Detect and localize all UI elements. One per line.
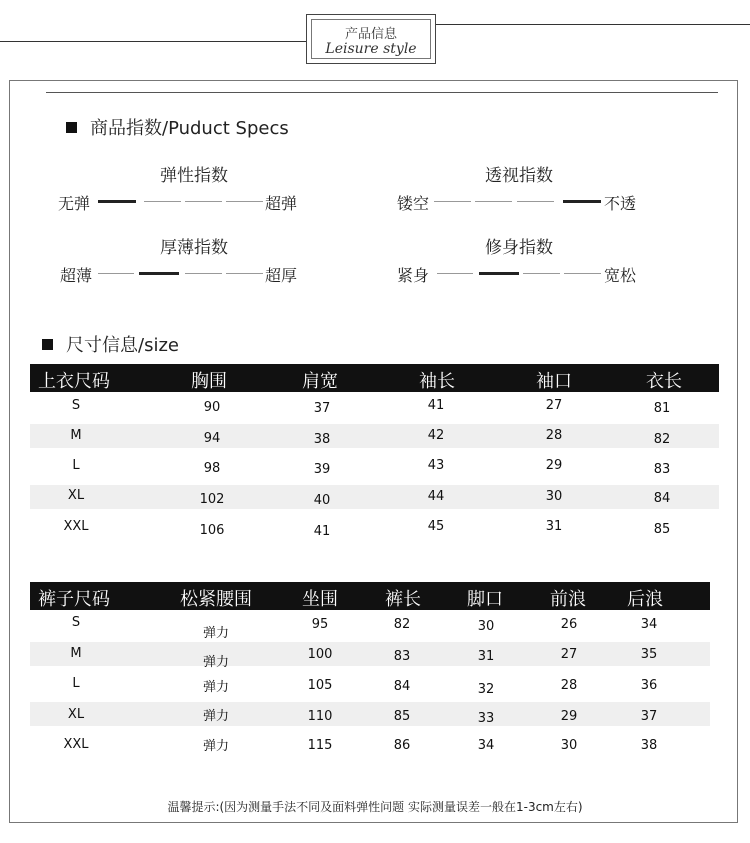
table-cell: 106 bbox=[199, 523, 225, 538]
table-cell: M bbox=[70, 428, 82, 443]
table-cell: 85 bbox=[393, 709, 411, 724]
table-cell: 35 bbox=[640, 647, 658, 662]
table-cell: S bbox=[71, 615, 81, 630]
elasticity-segment-4 bbox=[226, 201, 263, 202]
table-cell: 105 bbox=[307, 678, 333, 693]
table-cell: 84 bbox=[653, 491, 671, 506]
elasticity-left-label: 无弹 bbox=[58, 194, 91, 213]
header-title: 产品信息 bbox=[344, 27, 397, 42]
pants-col-front-rise: 前浪 bbox=[550, 589, 586, 610]
thickness-segment-3 bbox=[185, 273, 222, 274]
frame-top-rule bbox=[46, 92, 718, 93]
table-row bbox=[30, 515, 719, 539]
fit-index-label: 修身指数 bbox=[485, 238, 553, 258]
elasticity-segment-2 bbox=[144, 201, 181, 202]
table-cell: 弹力 bbox=[202, 709, 230, 724]
table-cell: 30 bbox=[477, 619, 495, 634]
table-cell: 27 bbox=[545, 398, 563, 413]
table-cell: XXL bbox=[63, 737, 89, 752]
header-badge bbox=[306, 14, 436, 64]
size-title-text: 尺寸信息/size bbox=[66, 335, 179, 356]
footer-note: 温馨提示:(因为测量手法不同及面料弹性问题 实际测量误差一般在1-3cm左右) bbox=[167, 800, 583, 814]
table-cell: L bbox=[72, 458, 80, 473]
table-row bbox=[30, 455, 719, 479]
table-row bbox=[30, 733, 710, 757]
table-cell: 弹力 bbox=[202, 626, 230, 641]
thickness-segment-2 bbox=[139, 272, 179, 275]
top-table-header bbox=[30, 364, 719, 392]
table-cell: 82 bbox=[653, 432, 671, 447]
table-cell: 83 bbox=[653, 462, 671, 477]
table-cell: 30 bbox=[545, 489, 563, 504]
table-cell: 45 bbox=[427, 519, 445, 534]
top-col-chest: 胸围 bbox=[191, 371, 227, 392]
elasticity-segment-1 bbox=[98, 200, 136, 203]
fit-left-label: 紧身 bbox=[397, 266, 430, 285]
table-cell: 100 bbox=[307, 647, 333, 662]
table-row bbox=[30, 702, 710, 726]
table-cell: 82 bbox=[393, 617, 411, 632]
thickness-segment-4 bbox=[226, 273, 263, 274]
table-cell: 34 bbox=[477, 738, 495, 753]
elasticity-segment-3 bbox=[185, 201, 222, 202]
table-cell: 39 bbox=[313, 462, 331, 477]
fit-segment-3 bbox=[523, 273, 560, 274]
table-cell: 弹力 bbox=[202, 680, 230, 695]
thickness-right-label: 超厚 bbox=[265, 266, 298, 285]
table-cell: 102 bbox=[199, 492, 225, 507]
table-cell: L bbox=[72, 676, 80, 691]
pants-col-length: 裤长 bbox=[385, 589, 421, 610]
pants-col-waist: 松紧腰围 bbox=[180, 589, 252, 610]
table-cell: 44 bbox=[427, 489, 445, 504]
table-row bbox=[30, 485, 719, 509]
table-cell: 26 bbox=[560, 617, 578, 632]
table-cell: 115 bbox=[307, 738, 333, 753]
table-row bbox=[30, 424, 719, 448]
table-cell: 42 bbox=[427, 428, 445, 443]
table-cell: 41 bbox=[313, 524, 331, 539]
fit-segment-1 bbox=[437, 273, 473, 274]
table-cell: 95 bbox=[311, 617, 329, 632]
pants-col-size: 裤子尺码 bbox=[38, 589, 110, 610]
elasticity-right-label: 超弹 bbox=[265, 194, 298, 213]
table-cell: M bbox=[70, 646, 82, 661]
top-col-size: 上衣尺码 bbox=[38, 371, 110, 392]
specs-title bbox=[66, 114, 289, 140]
pants-col-back-rise: 后浪 bbox=[627, 589, 663, 610]
table-cell: 30 bbox=[560, 738, 578, 753]
table-cell: 34 bbox=[640, 617, 658, 632]
table-cell: 29 bbox=[545, 458, 563, 473]
table-cell: 32 bbox=[477, 682, 495, 697]
top-col-sleeve: 袖长 bbox=[419, 371, 455, 392]
bullet-square-icon bbox=[42, 339, 53, 350]
table-cell: 31 bbox=[477, 649, 495, 664]
table-cell: 41 bbox=[427, 398, 445, 413]
specs-title-text: 商品指数/Puduct Specs bbox=[90, 118, 289, 139]
top-col-shoulder: 肩宽 bbox=[302, 371, 338, 392]
transparency-segment-3 bbox=[517, 201, 554, 202]
table-cell: 81 bbox=[653, 401, 671, 416]
table-cell: 38 bbox=[313, 432, 331, 447]
transparency-segment-1 bbox=[434, 201, 471, 202]
table-cell: 38 bbox=[640, 738, 658, 753]
table-cell: S bbox=[71, 398, 81, 413]
top-col-length: 衣长 bbox=[646, 371, 682, 392]
pants-table-header bbox=[30, 582, 710, 610]
fit-right-label: 宽松 bbox=[604, 266, 637, 285]
table-cell: 36 bbox=[640, 678, 658, 693]
table-cell: 29 bbox=[560, 709, 578, 724]
table-cell: 90 bbox=[203, 400, 221, 415]
thickness-left-label: 超薄 bbox=[60, 266, 93, 285]
table-cell: 37 bbox=[640, 709, 658, 724]
table-cell: 40 bbox=[313, 493, 331, 508]
header-subtitle: Leisure style bbox=[325, 41, 417, 57]
transparency-right-label: 不透 bbox=[604, 194, 637, 213]
table-cell: 33 bbox=[477, 711, 495, 726]
table-cell: XXL bbox=[63, 519, 89, 534]
table-cell: 110 bbox=[307, 709, 333, 724]
table-cell: 31 bbox=[545, 519, 563, 534]
transparency-segment-2 bbox=[475, 201, 512, 202]
pants-col-hip: 坐围 bbox=[302, 589, 338, 610]
fit-segment-4 bbox=[564, 273, 601, 274]
table-cell: 弹力 bbox=[202, 655, 230, 670]
table-cell: 28 bbox=[560, 678, 578, 693]
table-row bbox=[30, 642, 710, 670]
table-cell: 94 bbox=[203, 431, 221, 446]
table-row bbox=[30, 395, 719, 419]
table-row bbox=[30, 612, 710, 641]
table-row bbox=[30, 672, 710, 696]
transparency-segment-4 bbox=[563, 200, 601, 203]
table-cell: 98 bbox=[203, 461, 221, 476]
header-rule-right bbox=[434, 24, 750, 25]
table-cell: 弹力 bbox=[202, 739, 230, 754]
table-cell: XL bbox=[67, 488, 85, 503]
fit-segment-2 bbox=[479, 272, 519, 275]
header-rule-left bbox=[0, 41, 306, 42]
elasticity-index-label: 弹性指数 bbox=[160, 166, 228, 186]
table-cell: 84 bbox=[393, 679, 411, 694]
table-cell: 85 bbox=[653, 522, 671, 537]
table-cell: 83 bbox=[393, 649, 411, 664]
table-cell: XL bbox=[67, 707, 85, 722]
table-cell: 27 bbox=[560, 647, 578, 662]
thickness-segment-1 bbox=[98, 273, 134, 274]
table-cell: 37 bbox=[313, 401, 331, 416]
bullet-square-icon bbox=[66, 122, 77, 133]
top-col-cuff: 袖口 bbox=[536, 371, 572, 392]
transparency-left-label: 镂空 bbox=[397, 194, 430, 213]
table-cell: 86 bbox=[393, 738, 411, 753]
pants-col-hem: 脚口 bbox=[467, 589, 503, 610]
transparency-index-label: 透视指数 bbox=[485, 166, 553, 186]
table-cell: 28 bbox=[545, 428, 563, 443]
thickness-index-label: 厚薄指数 bbox=[160, 238, 228, 258]
size-title bbox=[42, 331, 179, 357]
table-cell: 43 bbox=[427, 458, 445, 473]
